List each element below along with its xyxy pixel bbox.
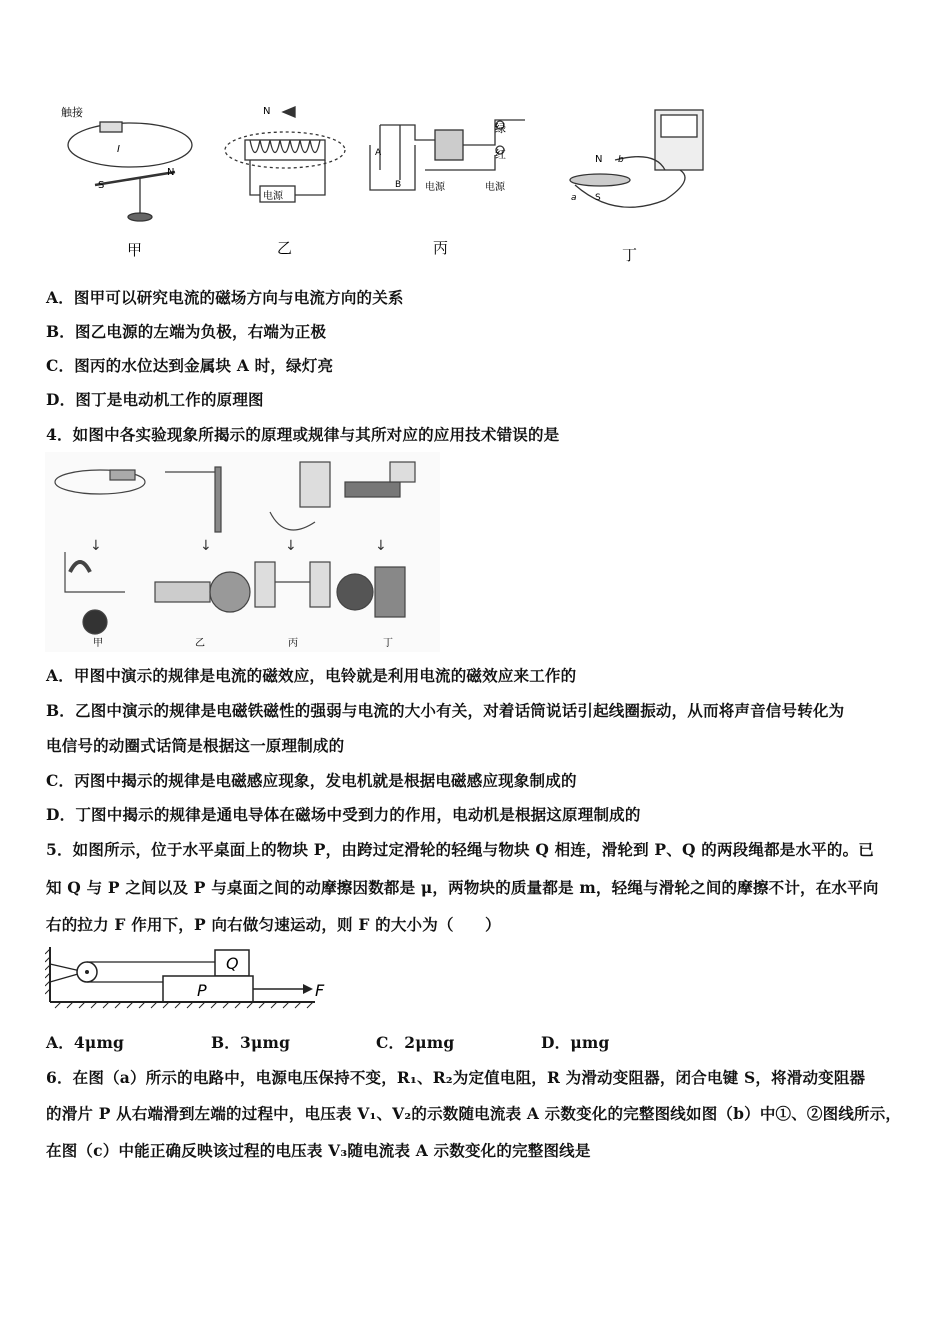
caption-q4-bing: 丙 bbox=[288, 638, 298, 649]
figure-ding bbox=[570, 110, 703, 207]
svg-text:↓: ↓ bbox=[90, 538, 102, 554]
figure-yi bbox=[225, 107, 345, 202]
label-current: I bbox=[117, 144, 120, 155]
caption-q4-yi: 乙 bbox=[195, 638, 205, 649]
label-s-ding: S bbox=[595, 193, 601, 203]
q5-stem-line3: 右的拉力 F 作用下，P 向右做匀速运动，则 F 的大小为（ ） bbox=[46, 915, 501, 934]
q4-option-b-cont: 电信号的动圈式话筒是根据这一原理制成的 bbox=[46, 736, 345, 755]
label-q: Q bbox=[226, 954, 239, 973]
label-contact: 触接 bbox=[61, 106, 83, 119]
q3-option-a: A．图甲可以研究电流的磁场方向与电流方向的关系 bbox=[46, 288, 404, 307]
figure-q5-pulley bbox=[45, 942, 330, 1012]
label-p: P bbox=[197, 981, 207, 1000]
q3-option-c: C．图丙的水位达到金属块 A 时，绿灯亮 bbox=[46, 356, 334, 375]
q5-option-d: D．μmg bbox=[541, 1033, 610, 1052]
q4-option-a: A．甲图中演示的规律是电流的磁效应，电铃就是利用电流的磁效应来工作的 bbox=[46, 666, 577, 685]
q5-stem-line2: 知 Q 与 P 之间以及 P 与桌面之间的动摩擦因数都是 μ，两物块的质量都是 m，轻绳与滑轮之间的摩擦不计，在水平向 bbox=[46, 878, 879, 897]
q5-option-b: B．3μmg bbox=[211, 1033, 291, 1052]
label-power-bing-1: 电源 bbox=[425, 182, 445, 193]
q3-option-d: D．图丁是电动机工作的原理图 bbox=[46, 390, 264, 409]
caption-q4-jia: 甲 bbox=[93, 638, 103, 649]
q6-stem-line2: 的滑片 P 从右端滑到左端的过程中，电压表 V₁、V₂的示数随电流表 A 示数变化的完整图线如图（b）中①、②图线所示， bbox=[46, 1104, 902, 1123]
svg-text:↓: ↓ bbox=[285, 538, 297, 554]
q4-option-b: B．乙图中演示的规律是电磁铁磁性的强弱与电流的大小有关，对着话筒说话引起线圈振动，从而将声音信号转化为 bbox=[46, 701, 845, 720]
label-b-ding: b bbox=[618, 155, 624, 165]
label-a-bing: A bbox=[375, 148, 382, 158]
q4-stem: 4．如图中各实验现象所揭示的原理或规律与其所对应的应用技术错误的是 bbox=[46, 425, 560, 444]
caption-jia: 甲 bbox=[127, 241, 143, 259]
label-red: 红 bbox=[495, 148, 506, 161]
figure-q4-experiments bbox=[45, 452, 440, 652]
q4-option-c: C．丙图中揭示的规律是电磁感应现象，发电机就是根据电磁感应现象制成的 bbox=[46, 771, 577, 790]
label-n-yi: N bbox=[263, 106, 271, 117]
label-power-yi: 电源 bbox=[263, 191, 283, 202]
figure-electromagnet-experiments bbox=[55, 100, 725, 270]
label-green: 绿 bbox=[495, 122, 506, 135]
caption-q4-ding: 丁 bbox=[383, 638, 393, 649]
label-n-ding: N bbox=[595, 154, 603, 165]
svg-text:↓: ↓ bbox=[200, 538, 212, 554]
label-power-bing-2: 电源 bbox=[485, 182, 505, 193]
svg-text:↓: ↓ bbox=[375, 538, 387, 554]
q5-option-a: A．4μmg bbox=[46, 1033, 125, 1052]
label-a-ding: a bbox=[571, 193, 577, 203]
q5-options bbox=[46, 1031, 610, 1053]
label-b-bing: B bbox=[395, 180, 402, 190]
q6-stem-line1: 6．在图（a）所示的电路中，电源电压保持不变，R₁、R₂为定值电阻，R 为滑动变阻器，闭合电键 S，将滑动变阻器 bbox=[46, 1068, 866, 1087]
label-n: N bbox=[167, 167, 175, 178]
caption-yi: 乙 bbox=[277, 239, 293, 257]
q4-option-d: D．丁图中揭示的规律是通电导体在磁场中受到力的作用，电动机是根据这原理制成的 bbox=[46, 805, 641, 824]
caption-ding: 丁 bbox=[622, 246, 638, 264]
q5-option-c: C．2μmg bbox=[376, 1033, 455, 1052]
q5-stem-line1: 5．如图所示，位于水平桌面上的物块 P，由跨过定滑轮的轻绳与物块 Q 相连，滑轮到 P、Q 的两段绳都是水平的。已 bbox=[46, 840, 874, 859]
q3-option-b: B．图乙电源的左端为负极，右端为正极 bbox=[46, 322, 327, 341]
q6-stem-line3: 在图（c）中能正确反映该过程的电压表 V₃随电流表 A 示数变化的完整图线是 bbox=[46, 1141, 591, 1160]
label-s: S bbox=[98, 180, 105, 191]
caption-bing: 丙 bbox=[433, 239, 449, 257]
label-f: F bbox=[315, 981, 325, 1000]
